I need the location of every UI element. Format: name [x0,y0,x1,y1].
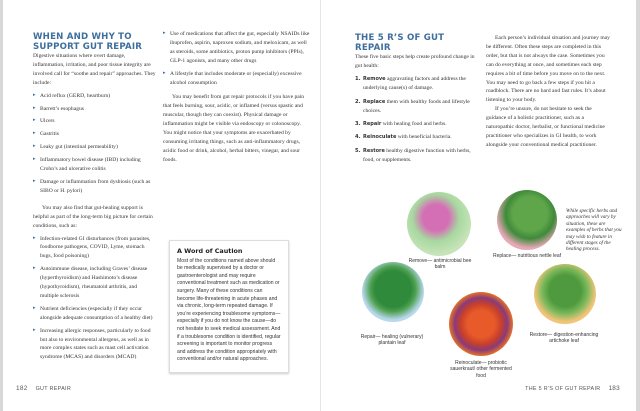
steps-list [355,75,477,164]
list-item: ▸ Damage or inflammation from dysbiosis (such as SIBO or H. pylori) [33,178,157,196]
artichoke-leaf-illustration [534,264,596,324]
step-text: them with healthy foods and lifestyle choices. [363,98,470,114]
caption-repair: Repair— healing (vulnerary) plantain leaf [360,334,424,347]
step-number: 5. [355,147,361,154]
running-title: GUT REPAIR [35,386,72,392]
caution-title: A Word of Caution [177,247,243,255]
list-item: ▸ Autoimmune disease, including Graves’ disease (hyperthyroidism) and Hashimoto’s disease (hypothyroidism), rheumatoid arthritis, and multiple sclerosis [33,265,157,301]
step-text: with beneficial bacteria. [396,134,452,141]
step-term: Restore [363,147,385,154]
step-number: 4. [355,134,361,141]
right-column-1 [355,34,477,165]
step-item [355,133,477,142]
intro-paragraph: These five basic steps help create profound change in gut health: [355,54,475,69]
sauerkraut-illustration [449,292,513,356]
step-text: with healing food and herbs. [381,120,447,127]
step-term: Remove [363,76,386,83]
right-column-2 [486,34,610,150]
caption-remove: Remove— antimicrobial bee balm [408,258,472,271]
step-term: Reinoculate [363,134,397,141]
step-number: 1. [355,76,361,83]
step-text: aggravating factors and address the underlying cause(s) of damage. [363,76,466,92]
left-column-2 [163,30,311,165]
list-item: ▸ A lifestyle that includes moderate or (especially) excessive alcohol consumption [163,70,311,88]
list-item: ▸ Acid reflux (GERD, heartburn) [33,92,157,101]
step-item [355,147,477,165]
step-term: Repair [363,120,382,127]
illustration-note: While specific herbs and approaches will vary by situation, these are examples of herbs that you may wish to feature in different stages of the healing process. [566,208,622,253]
list-item: ▸ Barrett’s esophagus [33,105,157,114]
list-item: ▸ Gastritis [33,130,157,139]
step-item [355,75,477,93]
caution-body: Most of the conditions named above should be medically supervised by a doctor or gastroenterologist and may require conventional treatment such as medication or surgery. Many of these conditions can become life-threatening in acute phases and via chronic, long-term repeated damage. If you’re experiencing troublesome symptoms—especially if you do not know the cause—do not hesitate to seek medical assessment. And if a troublesome condition is identified, regular screening is important to monitor progress and address the condition appropriately with conventional and/or natural approaches. [177,257,281,363]
footer-left [8,385,71,392]
paragraph: You may benefit from gut repair protocols if you have pain that feels burning, sour, acidic, or inflamed (versus spastic and muscular, though they can coexist). Physical damage or inflammation might be visible via endoscopy or colonoscopy. You might notice that your symptoms are exacerbated by consuming irritating things, such as anti-inflammatory drugs, acidic food or drink, alcohol, herbal bitters, vinegar, and sour foods. [163,94,305,163]
page-number: 182 [16,385,28,392]
section-heading: WHEN AND WHY TO SUPPORT GUT REPAIR [33,32,143,52]
section-heading: THE 5 R’S OF GUT REPAIR [355,33,445,53]
step-number: 2. [355,98,361,105]
left-page [3,0,320,411]
bee-balm-illustration [407,192,471,256]
caution-box [169,240,289,373]
plantain-leaf-illustration [362,262,424,322]
conditions-list-3 [163,30,311,87]
step-number: 3. [355,120,361,127]
nettle-leaf-illustration [497,190,557,250]
list-item: ▸ Leaky gut (intestinal permeability) [33,143,157,152]
step-item [355,120,477,129]
left-column-1 [33,33,157,362]
caption-replace: Replace— nutritious nettle leaf [492,253,562,259]
caption-restore: Restore— digestion-enhancing artichoke leaf [529,332,599,345]
list-item: ▸ Infection-related GI disturbances (from parasites, foodborne pathogens, COVID, Lyme, stomach bugs, food poisoning) [33,235,157,262]
step-term: Replace [363,98,386,105]
caption-reinoculate: Reinoculate— probiotic sauerkraut/ other fermented food [450,360,512,379]
paragraph: Each person’s individual situation and journey may be different. Often these steps are completed in this order, but that is not always the case. Sometimes you can do everything at once, and sometimes each step requires a bit of time before you move on to the next. You may need to go back a few steps if you hit a roadblock. There are no hard and fast rules. It’s about listening to your body. [486,35,610,104]
list-item: ▸ Increasing allergic responses, particularly to food but also to environmental allergens, as well as in more complex states such as mast cell activation syndrome (MCAS) and disorders (MCAD) [33,327,157,363]
list-item: ▸ Nutrient deficiencies (especially if they occur alongside adequate consumption of a healthy diet) [33,305,157,323]
step-item [355,98,477,116]
list-item: ▸ Inflammatory bowel disease (IBD) including Crohn’s and ulcerative colitis [33,156,157,174]
page-number: 183 [608,385,620,392]
running-title: THE 5 R’S OF GUT REPAIR [525,386,601,392]
intro-paragraph: Digestive situations where overt damage, inflammation, irritation, and poor tissue integrity are involved call for “soothe and repair” approaches. They include: [33,53,156,86]
list-item: ▸ Use of medications that affect the gut, especially NSAIDs like ibuprofen, aspirin, naproxen sodium, and meloxicam, as well as steroids, some antibiotics, proton pump inhibitors (PPIs), GLP-1 agonists, and many other drugs [163,30,311,66]
conditions-list [33,92,157,196]
step-text: healthy digestive function with herbs, food, or supplements. [363,147,471,163]
footer-right [525,385,628,392]
paragraph: You may also find that gut-healing support is helpful as part of the long-term big picture for certain conditions, such as: [33,204,153,229]
list-item: ▸ Ulcers [33,117,157,126]
paragraph: If you’re unsure, do not hesitate to seek the guidance of a holistic practitioner, such as a naturopathic doctor, herbalist, or functional medicine practitioner who specializes in GI health, to work alongside your conventional medical practitioner. [486,106,605,148]
conditions-list-2 [33,235,157,363]
